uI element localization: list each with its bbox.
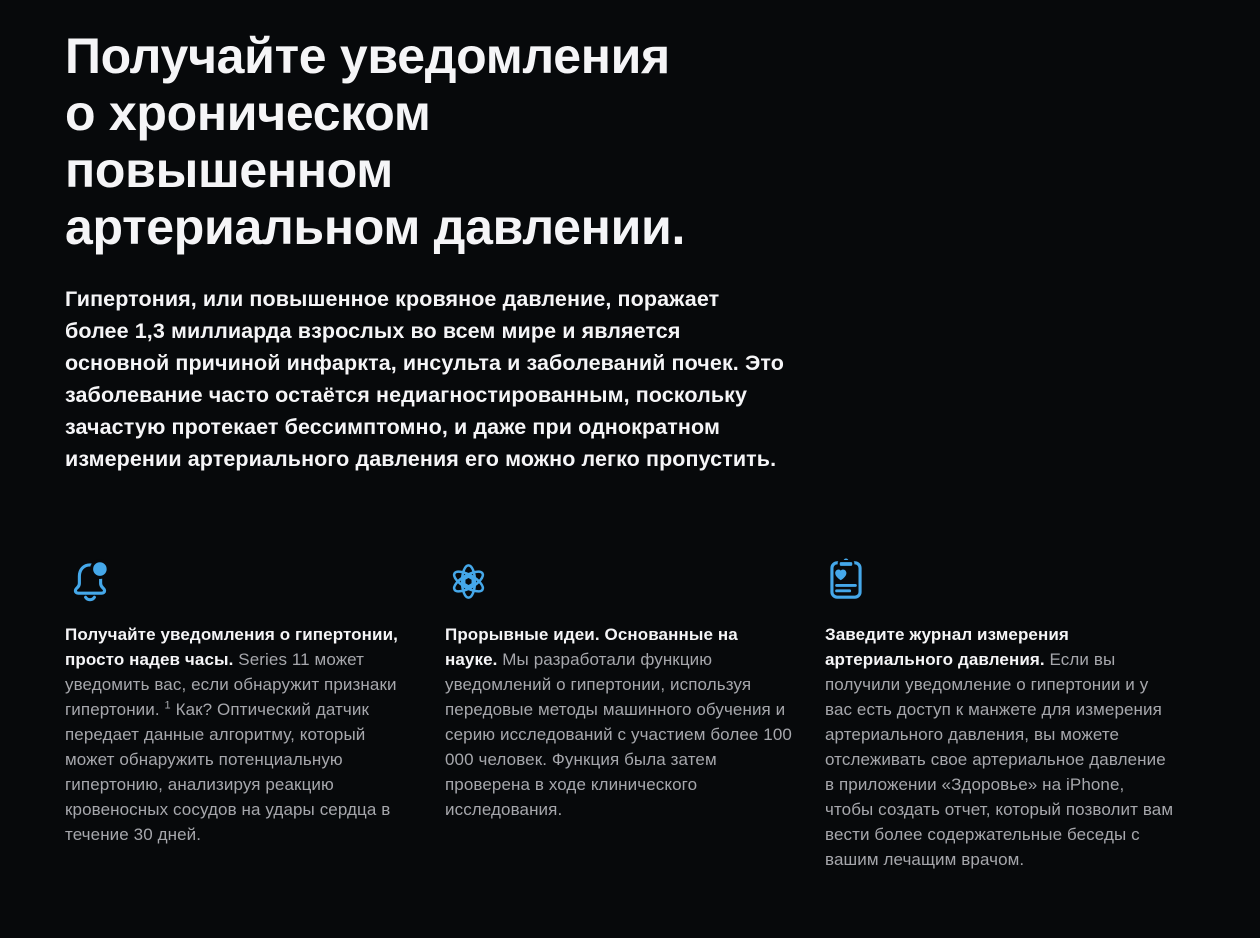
feature-lead: Получайте уведомления о гипертонии, просто надев часы. [65, 625, 398, 669]
feature-body: Series 11 может уведомить вас, если обнаружит признаки гипертонии. [65, 650, 397, 719]
heading-line: о хроническом [65, 85, 431, 141]
heading-line: Получайте уведомления [65, 28, 670, 84]
footnote-link[interactable]: 1 [164, 699, 171, 712]
bell-badge-icon [65, 555, 420, 605]
atom-icon [445, 555, 800, 605]
heading-line: артериальном давлении. [65, 199, 686, 255]
feature-text [65, 622, 420, 847]
feature-text [825, 622, 1180, 872]
feature-lead: Заведите журнал измерения артериального давления. [825, 625, 1069, 669]
feature-text [445, 622, 800, 822]
clipboard-heart-icon [825, 555, 1180, 605]
section-heading [65, 28, 1195, 256]
feature-body: Как? Оптический датчик передает данные алгоритму, который может обнаружить потенциальную гипертонию, анализируя реакцию кровеносных сосудов на удары сердца в течение 30 дней. [65, 700, 391, 844]
heading-line: повышенном [65, 142, 393, 198]
feature-bp-log [825, 555, 1180, 872]
feature-body: Если вы получили уведомление о гипертонии и у вас есть доступ к манжете для измерения артериального давления, вы можете отслеживать свое артериальное давление в приложении «Здоровье» на iPhone, чтобы создать отчет, который позволит вам вести более содержательные беседы с вашим лечащим врачом. [825, 650, 1174, 869]
feature-body: Мы разработали функцию уведомлений о гипертонии, используя передовые методы машинного обучения и серию исследований с участием более 100 000 человек. Функция была затем проверена в ходе клинического исследования. [445, 650, 792, 819]
feature-hypertension-notifications [65, 555, 420, 847]
feature-science-backed [445, 555, 800, 822]
section-intro: Гипертония, или повышенное кровяное давление, поражает более 1,3 миллиарда взрослых во всем мире и является основной причиной инфаркта, инсульта и заболеваний почек. Это заболевание часто остаётся недиагностированным, поскольку зачастую протекает бессимптомно, и даже при однократном измерении артериального давления его можно легко пропустить. [65, 287, 784, 471]
feature-columns [65, 555, 1195, 872]
feature-lead: Прорывные идеи. Основанные на науке. [445, 625, 738, 669]
